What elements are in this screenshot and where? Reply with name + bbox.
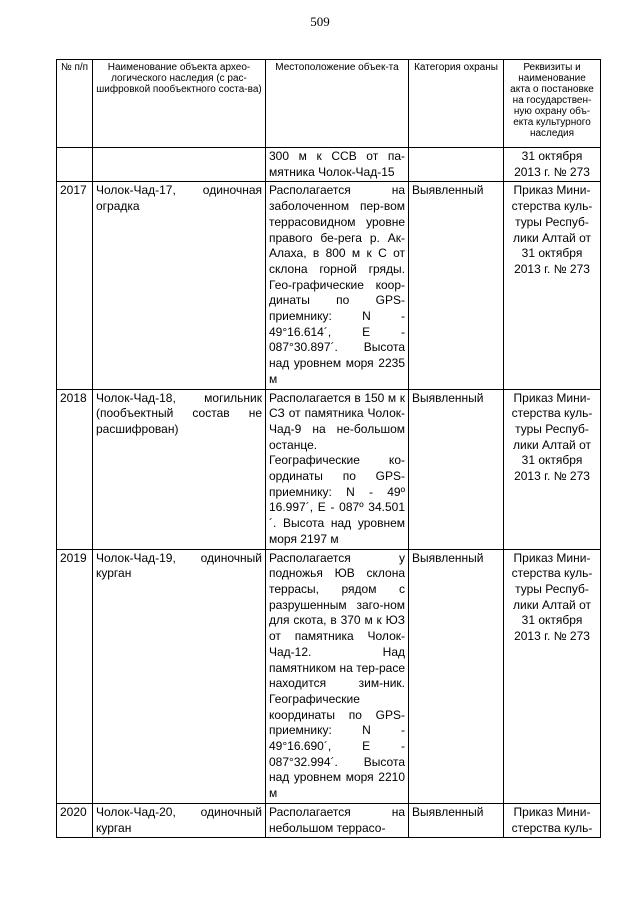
- cell-category: Выявленный: [409, 549, 504, 803]
- header-number: № п/п: [57, 60, 93, 148]
- heritage-registry-table: [56, 59, 601, 838]
- cell-location: Располагается у подножья ЮВ склона террасы, рядом с разрушенным заго-ном для скота, в 370 м к ЮЗ от памятника Чолок-Чад-12. Над памятником на тер-расе находится зим-ник. Географические координаты по GPS-приемнику: N - 49°16.690´, E - 087°32.994´. Высота над уровнем моря 2210 м: [266, 549, 409, 803]
- table-row: [57, 549, 601, 803]
- cell-number: 2020: [57, 803, 93, 837]
- table-row: [57, 803, 601, 837]
- cell-location: Располагается на небольшом террасо-: [266, 803, 409, 837]
- cell-number: 2018: [57, 389, 93, 549]
- header-act-requisites: Реквизиты и наименование акта о постановке на государствен-ную охрану объ-екта культурного наследия: [504, 60, 601, 148]
- cell-category: [409, 148, 504, 182]
- cell-location: 300 м к ССВ от па-мятника Чолок-Чад-15: [266, 148, 409, 182]
- cell-requisites: 31 октября 2013 г. № 273: [504, 148, 601, 182]
- cell-object-name: Чолок-Чад-17, одиночная оградка: [93, 182, 266, 389]
- table-row: [57, 148, 601, 182]
- cell-number: 2017: [57, 182, 93, 389]
- cell-number: [57, 148, 93, 182]
- cell-object-name: [93, 148, 266, 182]
- cell-location: Располагается на заболоченном пер-вом террасовидном уровне правого бе-рега р. Ак-Алаха, в 800 м к С от склона горной гряды. Гео-графические коор-динаты по GPS-приемнику: N - 49°16.614´, E - 087°30.897´. Высота над уровнем моря 2235 м: [266, 182, 409, 389]
- header-protection-category: Категория охраны: [409, 60, 504, 148]
- cell-object-name: Чолок-Чад-18, могильник (пообъектный состав не расшифрован): [93, 389, 266, 549]
- cell-category: Выявленный: [409, 803, 504, 837]
- cell-number: 2019: [57, 549, 93, 803]
- cell-location: Располагается в 150 м к СЗ от памятника Чолок-Чад-9 на не-большом останце. Географические ко-ординаты по GPS-приемнику: N - 49º 16.997´, E - 087º 34.501´. Высота над уровнем моря 2197 м: [266, 389, 409, 549]
- header-object-name: Наименование объекта архео-логического наследия (с рас-шифровкой пообъектного соста-ва): [93, 60, 266, 148]
- header-location: Местоположение объек-та: [266, 60, 409, 148]
- table-row: [57, 389, 601, 549]
- page-number: 509: [310, 14, 330, 29]
- cell-requisites: Приказ Мини-стерства куль-: [504, 803, 601, 837]
- cell-object-name: Чолок-Чад-20, одиночный курган: [93, 803, 266, 837]
- cell-category: Выявленный: [409, 182, 504, 389]
- cell-requisites: Приказ Мини-стерства куль-туры Респуб-лики Алтай от 31 октября 2013 г. № 273: [504, 182, 601, 389]
- table-header-row: [57, 60, 601, 148]
- cell-requisites: Приказ Мини-стерства куль-туры Респуб-лики Алтай от 31 октября 2013 г. № 273: [504, 389, 601, 549]
- cell-category: Выявленный: [409, 389, 504, 549]
- table-row: [57, 182, 601, 389]
- cell-requisites: Приказ Мини-стерства куль-туры Респуб-лики Алтай от 31 октября 2013 г. № 273: [504, 549, 601, 803]
- cell-object-name: Чолок-Чад-19, одиночный курган: [93, 549, 266, 803]
